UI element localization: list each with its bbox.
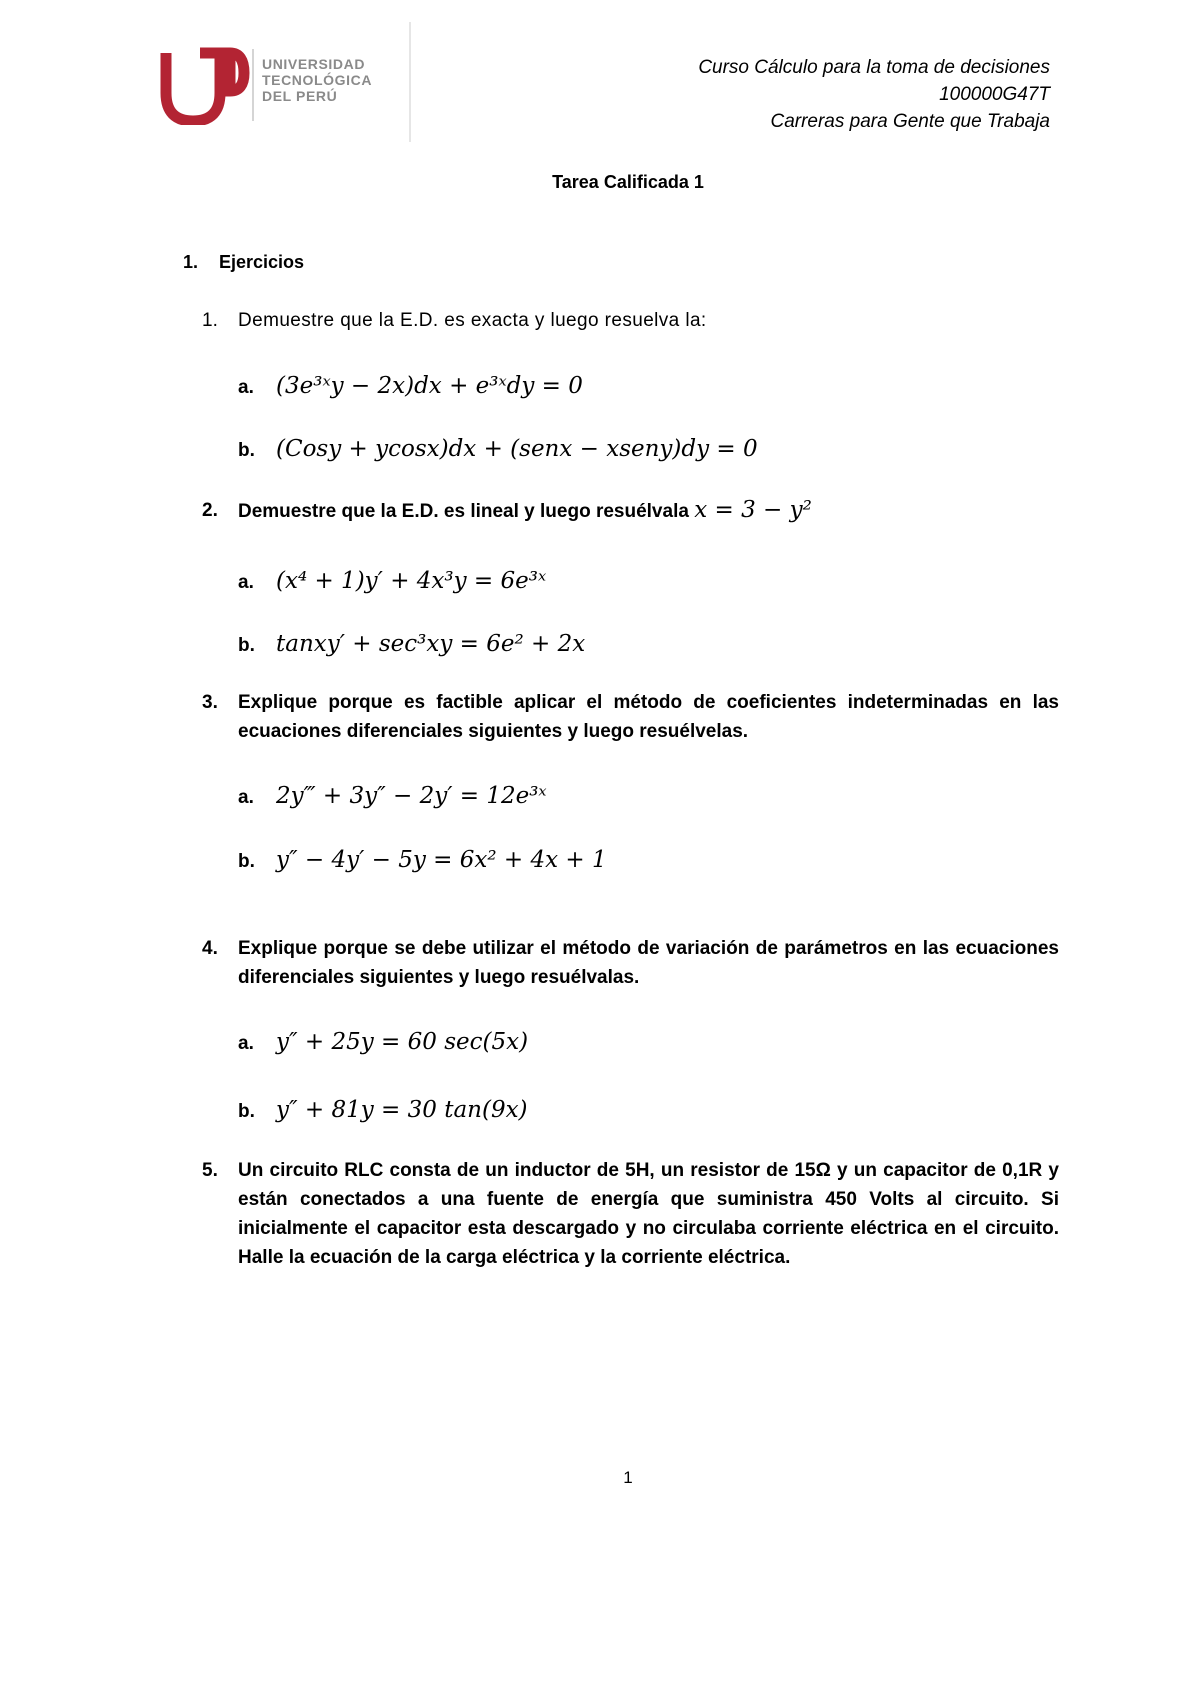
question-3 <box>202 688 1059 746</box>
logo-separator <box>252 49 254 121</box>
question-2-b <box>238 628 585 661</box>
question-text: Explique porque se debe utilizar el método de variación de parámetros en las ecuaciones diferenciales siguientes y luego resuélvalas. <box>238 938 1059 988</box>
course-code: 100000G47T <box>939 84 1050 105</box>
question-number: 5. <box>202 1160 218 1181</box>
equation: y″ + 81y = 30 tan(9x) <box>276 1097 528 1123</box>
utp-logo <box>160 45 375 125</box>
page-number: 1 <box>623 1468 633 1487</box>
question-1-b <box>238 433 758 466</box>
logo-line-1: UNIVERSIDAD <box>262 56 366 72</box>
equation: tanxy′ + sec³xy = 6e² + 2x <box>276 631 586 657</box>
question-text: Demuestre que la E.D. es exacta y luego resuelva la: <box>238 310 707 331</box>
course-name: Curso Cálculo para la toma de decisiones <box>698 57 1050 78</box>
sub-label: a. <box>238 787 254 808</box>
equation: (3e³ˣy − 2x)dx + e³ˣdy = 0 <box>276 373 583 399</box>
sub-label: a. <box>238 572 254 593</box>
logo-u-mark <box>166 53 220 121</box>
question-number: 3. <box>202 692 218 713</box>
question-5 <box>202 1156 1059 1272</box>
question-number: 4. <box>202 938 218 959</box>
section-label: Ejercicios <box>219 252 305 272</box>
document-title: Tarea Calificada 1 <box>552 172 704 192</box>
header-info <box>698 54 1050 135</box>
question-2-a <box>238 565 546 598</box>
question-3-a <box>238 780 547 813</box>
equation: y″ − 4y′ − 5y = 6x² + 4x + 1 <box>276 847 607 873</box>
question-text: Explique porque es factible aplicar el método de coeficientes indeterminadas en las ecuaciones diferenciales siguientes y luego resuélvelas. <box>238 692 1059 742</box>
question-text <box>238 496 1059 526</box>
question-4 <box>202 934 1059 992</box>
equation: 2y‴ + 3y″ − 2y′ = 12e³ˣ <box>276 783 547 809</box>
section-heading <box>183 252 304 273</box>
question-1-a <box>238 370 583 403</box>
inline-equation: x = 3 − y² <box>694 497 812 523</box>
program-name: Carreras para Gente que Trabaja <box>770 111 1050 132</box>
question-4-a <box>238 1026 528 1059</box>
section-number: 1. <box>183 252 199 272</box>
sub-label: b. <box>238 1101 255 1122</box>
sub-label: b. <box>238 440 255 461</box>
logo-line-3: DEL PERÚ <box>262 88 338 104</box>
question-number: 1. <box>202 310 218 331</box>
logo-line-2: TECNOLÓGICA <box>262 72 373 88</box>
question-2 <box>202 496 1059 526</box>
question-4-b <box>238 1094 528 1127</box>
sub-label: a. <box>238 1033 254 1054</box>
sub-label: a. <box>238 377 254 398</box>
header-divider <box>409 22 411 142</box>
sub-label: b. <box>238 851 255 872</box>
equation: (x⁴ + 1)y′ + 4x³y = 6e³ˣ <box>276 568 547 594</box>
equation: y″ + 25y = 60 sec(5x) <box>276 1029 529 1055</box>
question-1 <box>202 306 1059 335</box>
sub-label: b. <box>238 635 255 656</box>
question-text-body: Demuestre que la E.D. es lineal y luego resuélvala <box>238 501 689 522</box>
question-3-b <box>238 844 607 877</box>
question-number: 2. <box>202 500 218 521</box>
question-text: Un circuito RLC consta de un inductor de 5H, un resistor de 15Ω y un capacitor de 0,1R y están conectados a una fuente de energía que suministra 450 Volts al circuito. Si inicialmente el capacitor esta descargado y no circulaba corriente eléctrica en el circuito. Halle la ecuación de la carga eléctrica y la corriente eléctrica. <box>238 1160 1059 1268</box>
equation: (Cosy + ycosx)dx + (senx − xseny)dy = 0 <box>276 436 758 462</box>
